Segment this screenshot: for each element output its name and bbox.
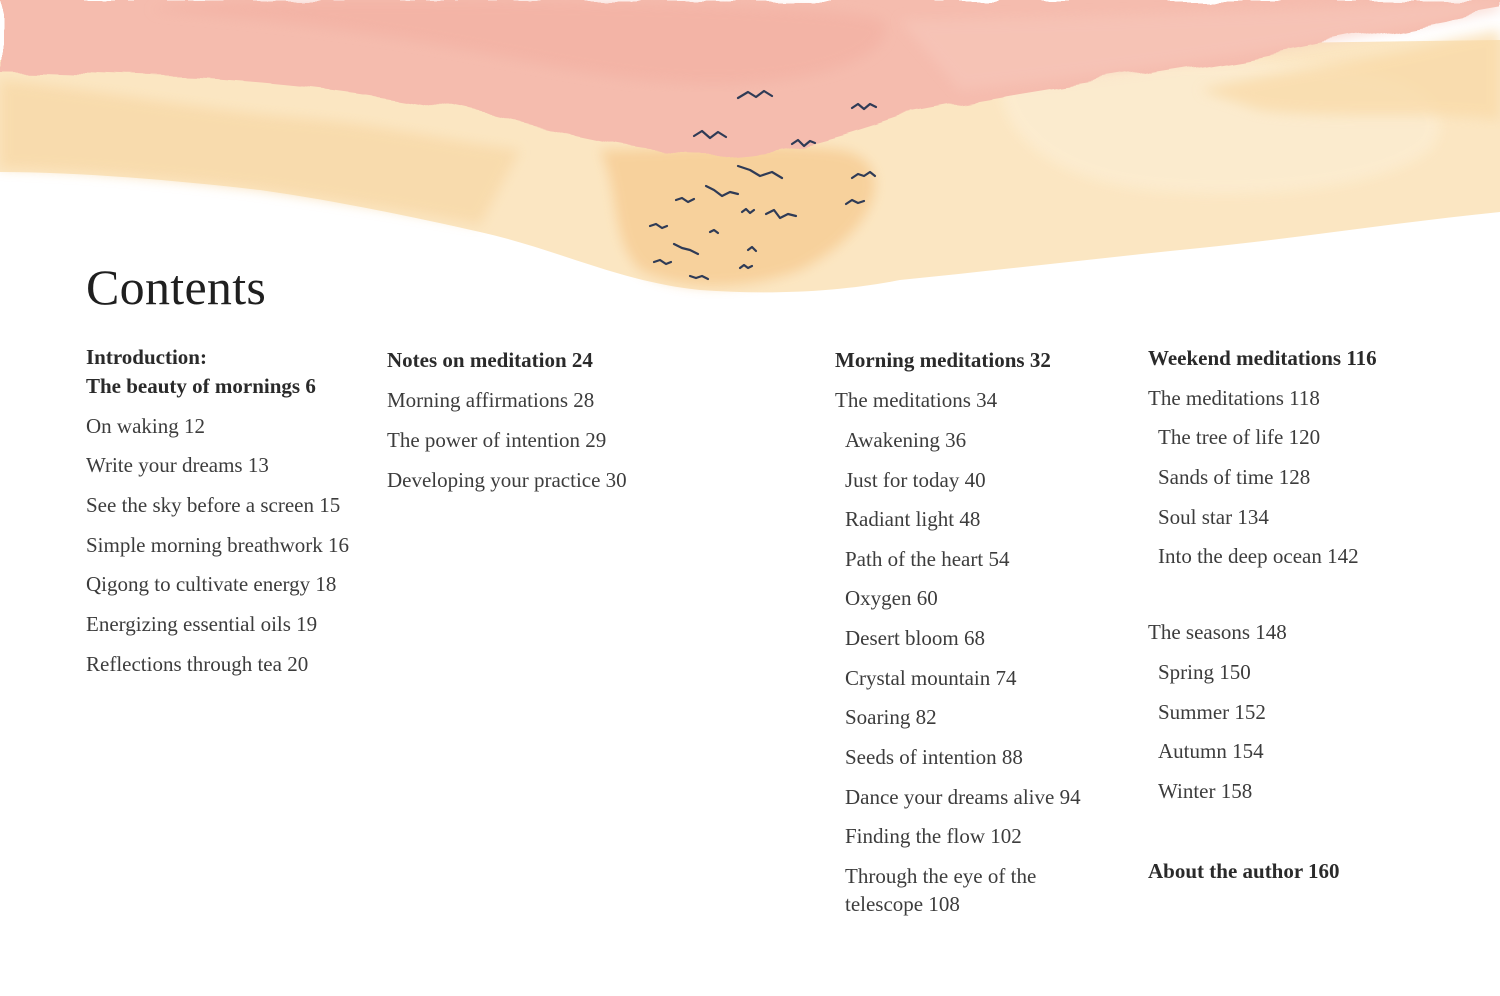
toc-entry-autumn: Autumn 154 [1158,739,1264,763]
toc-entry-dance-your-dreams: Dance your dreams alive 94 [845,785,1081,809]
toc-entry-weekend-meditations: Weekend meditations 116 [1148,346,1377,370]
toc-entry-developing-practice: Developing your practice 30 [387,468,627,492]
toc-entry-the-seasons: The seasons 148 [1148,620,1287,644]
toc-entry-winter: Winter 158 [1158,779,1253,803]
toc-entry-soaring: Soaring 82 [845,705,937,729]
toc-entry-crystal-mountain: Crystal mountain 74 [845,666,1017,690]
toc-entry-awakening: Awakening 36 [845,428,967,452]
toc-entry-eye-of-telescope: Through the eye of the [845,864,1037,888]
toc-entry-sands-of-time: Sands of time 128 [1158,465,1311,489]
page-title: Contents [86,259,267,315]
toc-entry-the-meditations: The meditations 34 [835,388,998,412]
toc-entry-on-waking: On waking 12 [86,414,205,438]
toc-entry-about-the-author: About the author 160 [1148,859,1340,883]
toc-entry-oxygen: Oxygen 60 [845,586,938,610]
toc-entry-seeds-of-intention: Seeds of intention 88 [845,745,1023,769]
toc-entry-summer: Summer 152 [1158,700,1266,724]
toc-entry-tree-of-life: The tree of life 120 [1158,425,1321,449]
toc-entry-weekend-the-meditations: The meditations 118 [1148,386,1320,410]
toc-entry-essential-oils: Energizing essential oils 19 [86,612,318,636]
toc-entry-write-your-dreams: Write your dreams 13 [86,453,269,477]
toc-entry-spring: Spring 150 [1158,660,1251,684]
toc-entry-telescope-page: telescope 108 [845,892,960,916]
toc-entry-beauty-of-mornings: The beauty of mornings 6 [86,374,316,398]
toc-entry-power-of-intention: The power of intention 29 [387,428,607,452]
toc-entry-deep-ocean: Into the deep ocean 142 [1158,544,1359,568]
watercolor-header-illustration [0,0,1500,300]
toc-entry-finding-the-flow: Finding the flow 102 [845,824,1022,848]
toc-entry-just-for-today: Just for today 40 [845,468,986,492]
toc-entry-introduction: Introduction: [86,345,207,369]
toc-entry-morning-meditations: Morning meditations 32 [835,348,1051,372]
toc-entry-breathwork: Simple morning breathwork 16 [86,533,350,557]
toc-entry-soul-star: Soul star 134 [1158,505,1269,529]
toc-entry-desert-bloom: Desert bloom 68 [845,626,985,650]
toc-entry-qigong: Qigong to cultivate energy 18 [86,572,337,596]
toc-entry-see-the-sky: See the sky before a screen 15 [86,493,341,517]
toc-entry-morning-affirmations: Morning affirmations 28 [387,388,595,412]
toc-entry-radiant-light: Radiant light 48 [845,507,981,531]
toc-entry-path-of-heart: Path of the heart 54 [845,547,1010,571]
toc-entry-reflections-tea: Reflections through tea 20 [86,652,309,676]
toc-entry-notes-on-meditation: Notes on meditation 24 [387,348,593,372]
